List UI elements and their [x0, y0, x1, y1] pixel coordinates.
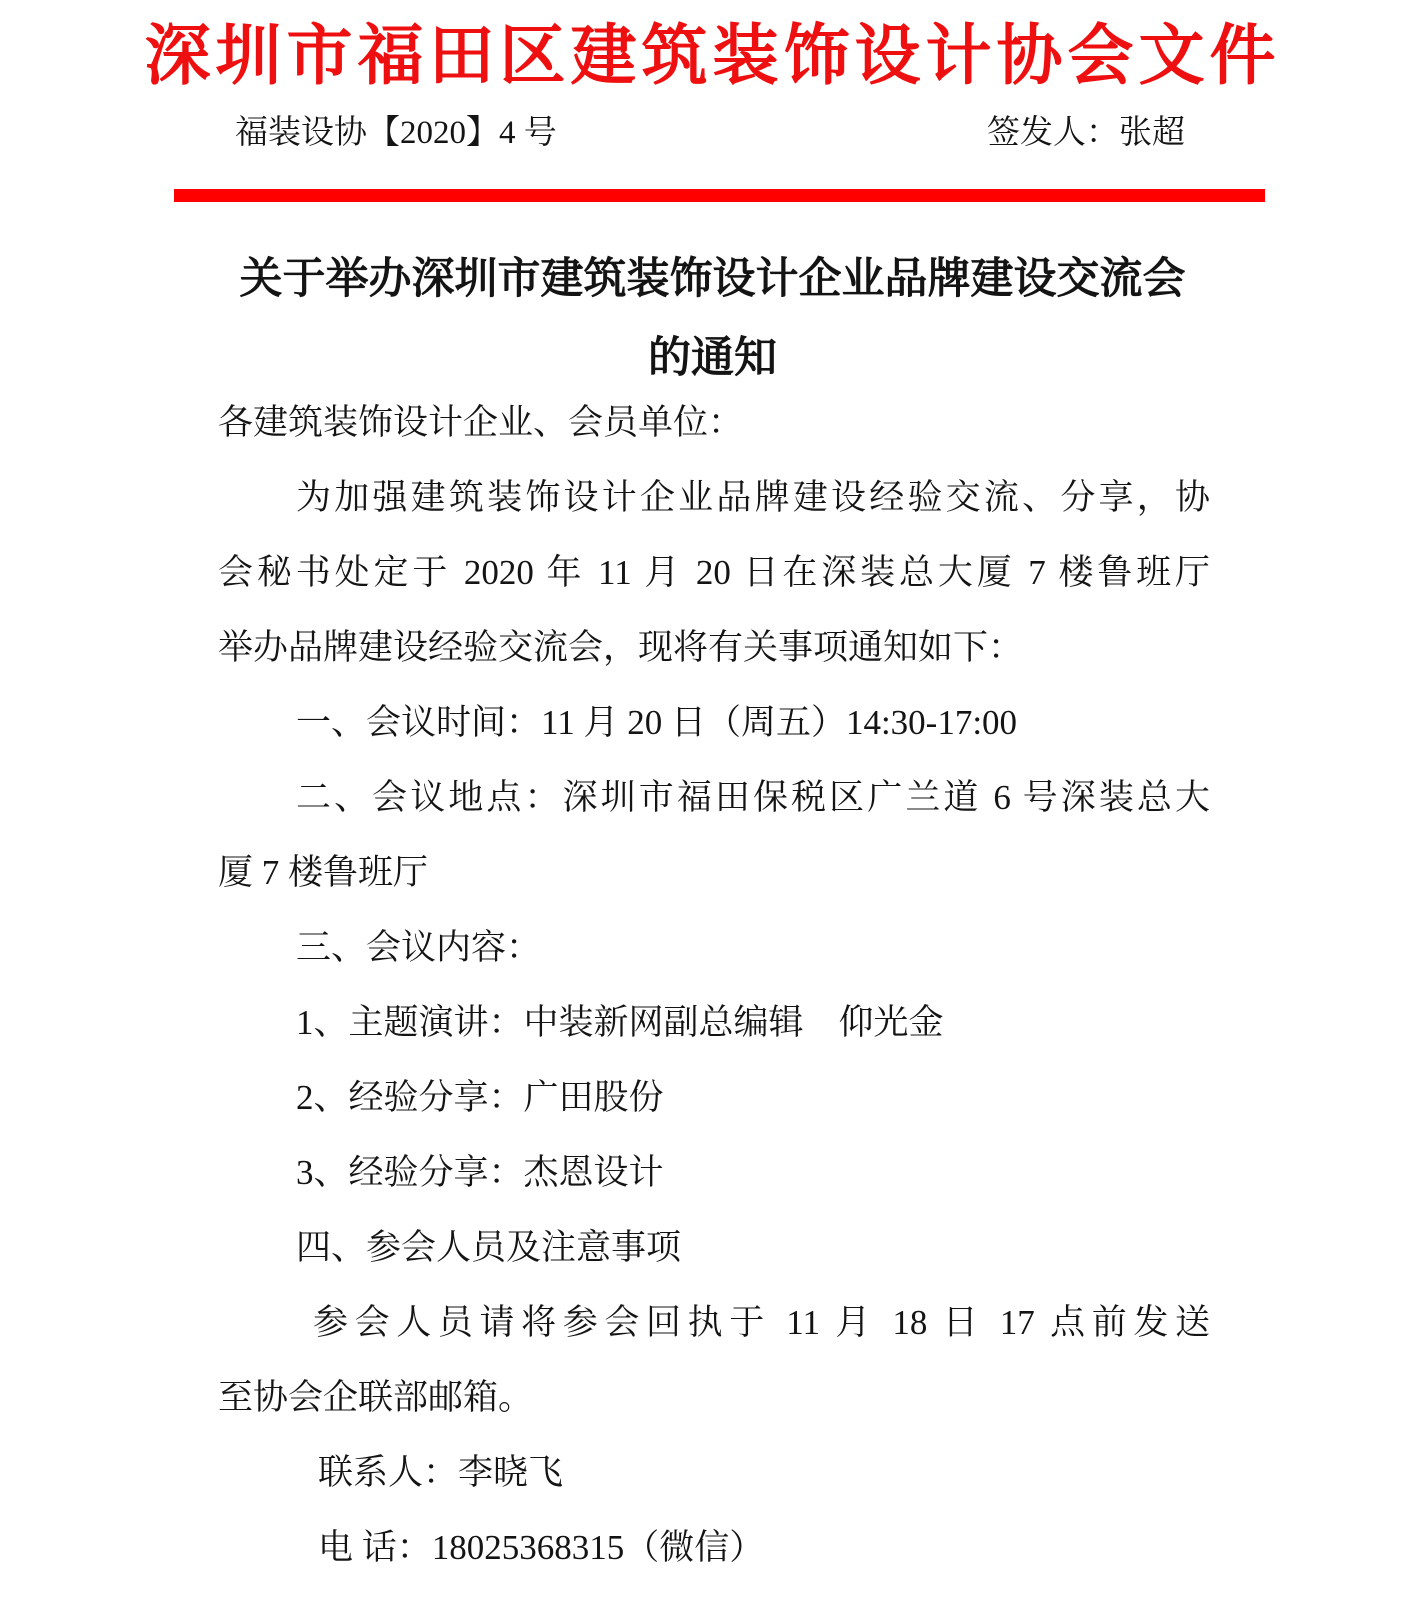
intro-paragraph-line-2: 会秘书处定于 2020 年 11 月 20 日在深装总大厦 7 楼鲁班厅: [218, 553, 1210, 592]
agenda-item-2: 2、经验分享：广田股份: [296, 1078, 664, 1117]
meeting-venue-line-2: 厦 7 楼鲁班厅: [218, 853, 429, 892]
letterhead-org-title: 深圳市福田区建筑装饰设计协会文件: [144, 20, 1281, 93]
meeting-content-heading: 三、会议内容：: [296, 928, 542, 967]
attendance-note-line-2: 至协会企联部邮箱。: [218, 1378, 534, 1417]
contact-person: 联系人：李晓飞: [318, 1453, 564, 1492]
meeting-time-line: 一、会议时间：11 月 20 日（周五）14:30-17:00: [296, 703, 1018, 742]
meeting-venue-line-1: 二、会议地点：深圳市福田保税区广兰道 6 号深装总大: [296, 778, 1210, 817]
contact-phone: 电 话：18025368315（微信）: [318, 1528, 765, 1567]
agenda-item-1: 1、主题演讲：中装新网副总编辑 仰光金: [296, 1003, 944, 1042]
salutation: 各建筑装饰设计企业、会员单位：: [218, 403, 744, 442]
notice-title: [0, 240, 1425, 398]
intro-paragraph-line-1: 为加强建筑装饰设计企业品牌建设经验交流、分享，协: [296, 478, 1210, 517]
red-divider: [174, 189, 1265, 202]
document-meta-row: [235, 110, 1185, 156]
notice-title-line-2: 的通知: [648, 335, 777, 382]
issuer-label: 签发人：张超: [987, 115, 1185, 151]
intro-paragraph-line-3: 举办品牌建设经验交流会，现将有关事项通知如下：: [218, 628, 1024, 667]
attendees-heading: 四、参会人员及注意事项: [296, 1228, 682, 1267]
notice-body: [218, 385, 1210, 1585]
doc-number: 福装设协【2020】4 号: [235, 115, 557, 151]
attendance-note-line-1: 参会人员请将参会回执于 11 月 18 日 17 点前发送: [313, 1303, 1210, 1342]
notice-title-line-1: 关于举办深圳市建筑装饰设计企业品牌建设交流会: [239, 256, 1186, 303]
agenda-item-3: 3、经验分享：杰恩设计: [296, 1153, 664, 1192]
